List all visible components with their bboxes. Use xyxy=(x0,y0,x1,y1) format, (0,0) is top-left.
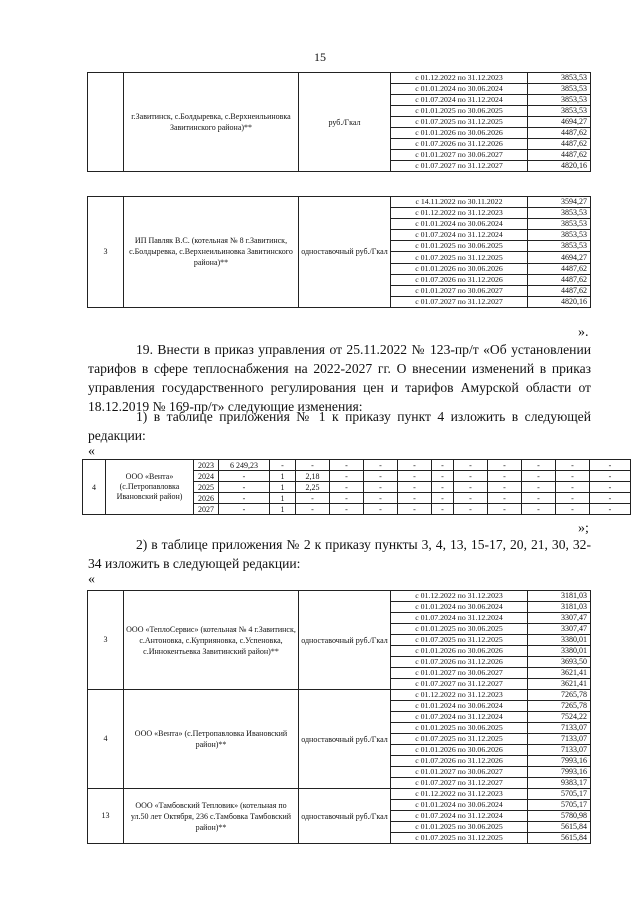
table-row xyxy=(88,690,591,701)
period-cell: с 01.01.2026 по 30.06.2026 xyxy=(391,263,528,274)
closing-quote-2: »; xyxy=(578,521,589,536)
row-number: 13 xyxy=(88,789,124,844)
tariff-value: 7993,16 xyxy=(528,767,591,778)
value-cell: - xyxy=(454,493,488,504)
unit-cell: одноставочный руб./Гкал xyxy=(299,789,391,844)
tariff-value: 3853,53 xyxy=(528,73,591,84)
value-cell: - xyxy=(398,471,432,482)
unit-cell: руб./Гкал xyxy=(299,73,391,172)
tariff-value: 4487,62 xyxy=(528,150,591,161)
period-cell: с 01.07.2027 по 31.12.2027 xyxy=(391,161,528,172)
value-cell: - xyxy=(330,460,364,471)
tariff-value: 4487,62 xyxy=(528,139,591,150)
unit-cell: одноставочный руб./Гкал xyxy=(299,197,391,308)
tariff-value: 4820,16 xyxy=(528,161,591,172)
year-cell: 2023 xyxy=(194,460,219,471)
value-cell: - xyxy=(432,460,454,471)
period-cell: с 01.12.2022 по 31.12.2023 xyxy=(391,690,528,701)
value-cell: - xyxy=(522,471,556,482)
period-cell: с 01.07.2024 по 31.12.2024 xyxy=(391,613,528,624)
value-cell: - xyxy=(432,493,454,504)
period-cell: с 01.01.2024 по 30.06.2024 xyxy=(391,84,528,95)
value-cell: - xyxy=(270,460,296,471)
period-cell: с 01.07.2024 по 31.12.2024 xyxy=(391,811,528,822)
period-cell: с 01.01.2027 по 30.06.2027 xyxy=(391,668,528,679)
value-cell: 1 xyxy=(270,482,296,493)
tariff-value: 4487,62 xyxy=(528,285,591,296)
tariff-value: 3307,47 xyxy=(528,613,591,624)
tariff-value: 7265,78 xyxy=(528,701,591,712)
tariff-value: 7133,07 xyxy=(528,734,591,745)
opening-quote-1: « xyxy=(88,444,95,459)
value-cell: 1 xyxy=(270,504,296,515)
organization-name: ООО «ТеплоСервис» (котельная № 4 г.Завитинск, с.Антоновка, с.Куприяновка, с.Успеновка, с.Иннокентьевка Завитинский район)** xyxy=(124,591,299,690)
tariff-value: 3853,53 xyxy=(528,95,591,106)
period-cell: с 01.07.2026 по 31.12.2026 xyxy=(391,756,528,767)
tariff-value: 4694,27 xyxy=(528,252,591,263)
opening-quote-2: « xyxy=(88,572,95,587)
period-cell: с 01.07.2027 по 31.12.2027 xyxy=(391,296,528,307)
value-cell: - xyxy=(219,504,270,515)
period-cell: с 01.07.2026 по 31.12.2026 xyxy=(391,657,528,668)
tariff-table-pavlyak xyxy=(87,196,591,308)
row-number: 4 xyxy=(83,460,106,515)
value-cell: - xyxy=(398,482,432,493)
period-cell: с 01.07.2024 по 31.12.2024 xyxy=(391,712,528,723)
table-row xyxy=(88,197,591,208)
period-cell: с 01.07.2025 по 31.12.2025 xyxy=(391,833,528,844)
item-1-text: 1) в таблице приложения № 1 к приказу пункт 4 изложить в следующей редакции: xyxy=(88,409,591,443)
tariff-value: 3181,03 xyxy=(528,602,591,613)
period-cell: с 01.01.2025 по 30.06.2025 xyxy=(391,822,528,833)
period-cell: с 01.01.2024 по 30.06.2024 xyxy=(391,602,528,613)
row-number: 4 xyxy=(88,690,124,789)
tariff-value: 3853,53 xyxy=(528,219,591,230)
closing-quote-1: ». xyxy=(578,325,589,340)
tariff-table-continuation xyxy=(87,72,591,172)
value-cell: 2,25 xyxy=(296,482,330,493)
tariff-value: 3181,03 xyxy=(528,591,591,602)
period-cell: с 01.01.2026 по 30.06.2026 xyxy=(391,128,528,139)
tariff-value: 7133,07 xyxy=(528,745,591,756)
tariff-value: 4487,62 xyxy=(528,274,591,285)
value-cell: 1 xyxy=(270,493,296,504)
organization-name: ООО «Вента» (с.Петропавловка Ивановский район)** xyxy=(124,690,299,789)
value-cell: - xyxy=(590,460,631,471)
year-cell: 2026 xyxy=(194,493,219,504)
value-cell: - xyxy=(296,504,330,515)
period-cell: с 01.01.2024 по 30.06.2024 xyxy=(391,219,528,230)
tariff-value: 5780,98 xyxy=(528,811,591,822)
period-cell: с 01.01.2025 по 30.06.2025 xyxy=(391,106,528,117)
value-cell: - xyxy=(488,471,522,482)
tariff-value: 3380,01 xyxy=(528,646,591,657)
value-cell: - xyxy=(219,493,270,504)
table-row xyxy=(83,460,631,471)
tariff-table-appendix-2 xyxy=(87,590,591,844)
tariff-value: 3853,53 xyxy=(528,208,591,219)
organization-name: г.Завитинск, с.Болдыревка, с.Верхнеильиновка Завитинского района)** xyxy=(124,73,299,172)
tariff-value: 3380,01 xyxy=(528,635,591,646)
year-cell: 2025 xyxy=(194,482,219,493)
tariff-value: 7133,07 xyxy=(528,723,591,734)
period-cell: с 01.01.2026 по 30.06.2026 xyxy=(391,745,528,756)
period-cell: с 01.07.2025 по 31.12.2025 xyxy=(391,635,528,646)
value-cell: - xyxy=(556,482,590,493)
period-cell: с 01.01.2026 по 30.06.2026 xyxy=(391,646,528,657)
value-cell: - xyxy=(454,471,488,482)
row-number: 3 xyxy=(88,591,124,690)
period-cell: с 01.07.2027 по 31.12.2027 xyxy=(391,778,528,789)
period-cell: с 01.12.2022 по 31.12.2023 xyxy=(391,789,528,800)
tariff-value: 3853,53 xyxy=(528,84,591,95)
value-cell: - xyxy=(590,493,631,504)
tariff-value: 5615,84 xyxy=(528,833,591,844)
value-cell: - xyxy=(219,471,270,482)
value-cell: - xyxy=(432,482,454,493)
tariff-value: 9383,17 xyxy=(528,778,591,789)
table-row xyxy=(88,591,591,602)
value-cell: - xyxy=(454,482,488,493)
value-cell: 6 249,23 xyxy=(219,460,270,471)
year-cell: 2024 xyxy=(194,471,219,482)
value-cell: - xyxy=(488,504,522,515)
item-2-text: 2) в таблице приложения № 2 к приказу пункты 3, 4, 13, 15-17, 20, 21, 30, 32-34 изложить в следующей редакции: xyxy=(88,537,591,571)
year-cell: 2027 xyxy=(194,504,219,515)
unit-cell: одноставочный руб./Гкал xyxy=(299,591,391,690)
period-cell: с 01.01.2027 по 30.06.2027 xyxy=(391,150,528,161)
value-cell: - xyxy=(296,460,330,471)
value-cell: - xyxy=(398,493,432,504)
period-cell: с 01.01.2027 по 30.06.2027 xyxy=(391,767,528,778)
page-number: 15 xyxy=(314,50,326,64)
value-cell: - xyxy=(330,493,364,504)
value-cell: - xyxy=(398,460,432,471)
value-cell: - xyxy=(522,493,556,504)
tariff-value: 3853,53 xyxy=(528,106,591,117)
paragraph-19: 19. Внести в приказ управления от 25.11.2022 № 123-пр/т «Об установлении тарифов в сфере теплоснабжения на 2022-2027 гг. О внесении изменений в приказ управления государственного регулирования цен и тарифов Амурской области от 18.12.2019 № 169-пр/т» следующие изменения: xyxy=(88,342,591,414)
period-cell: с 01.01.2024 по 30.06.2024 xyxy=(391,800,528,811)
tariff-value: 7993,16 xyxy=(528,756,591,767)
period-cell: с 01.12.2022 по 31.12.2023 xyxy=(391,208,528,219)
period-cell: с 01.01.2024 по 30.06.2024 xyxy=(391,701,528,712)
value-cell: 2,18 xyxy=(296,471,330,482)
value-cell: - xyxy=(219,482,270,493)
period-cell: с 14.11.2022 по 30.11.2022 xyxy=(391,197,528,208)
investment-table-venta xyxy=(82,459,631,515)
tariff-value: 4820,16 xyxy=(528,296,591,307)
period-cell: с 01.01.2027 по 30.06.2027 xyxy=(391,285,528,296)
period-cell: с 01.07.2026 по 31.12.2026 xyxy=(391,139,528,150)
period-cell: с 01.07.2024 по 31.12.2024 xyxy=(391,95,528,106)
tariff-value: 4487,62 xyxy=(528,128,591,139)
value-cell: - xyxy=(364,460,398,471)
period-cell: с 01.01.2025 по 30.06.2025 xyxy=(391,624,528,635)
value-cell: - xyxy=(296,493,330,504)
value-cell: - xyxy=(556,504,590,515)
tariff-value: 3693,50 xyxy=(528,657,591,668)
value-cell: - xyxy=(330,504,364,515)
value-cell: - xyxy=(364,471,398,482)
value-cell: - xyxy=(590,482,631,493)
value-cell: - xyxy=(432,471,454,482)
period-cell: с 01.12.2022 по 31.12.2023 xyxy=(391,73,528,84)
period-cell: с 01.07.2026 по 31.12.2026 xyxy=(391,274,528,285)
period-cell: с 01.12.2022 по 31.12.2023 xyxy=(391,591,528,602)
value-cell: - xyxy=(488,460,522,471)
tariff-value: 3853,53 xyxy=(528,241,591,252)
tariff-value: 4487,62 xyxy=(528,263,591,274)
value-cell: - xyxy=(556,471,590,482)
tariff-value: 7265,78 xyxy=(528,690,591,701)
value-cell: 1 xyxy=(270,471,296,482)
tariff-value: 5705,17 xyxy=(528,789,591,800)
row-number xyxy=(88,73,124,172)
value-cell: - xyxy=(454,504,488,515)
value-cell: - xyxy=(364,493,398,504)
value-cell: - xyxy=(590,471,631,482)
tariff-value: 3594,27 xyxy=(528,197,591,208)
value-cell: - xyxy=(432,504,454,515)
period-cell: с 01.07.2025 по 31.12.2025 xyxy=(391,252,528,263)
value-cell: - xyxy=(488,482,522,493)
table-row xyxy=(88,73,591,84)
tariff-value: 3307,47 xyxy=(528,624,591,635)
table-row xyxy=(88,789,591,800)
value-cell: - xyxy=(364,482,398,493)
tariff-value: 3621,41 xyxy=(528,679,591,690)
period-cell: с 01.07.2025 по 31.12.2025 xyxy=(391,734,528,745)
value-cell: - xyxy=(454,460,488,471)
organization-name: ООО «Вента» (с.Петропавловка Ивановский район) xyxy=(106,460,194,515)
value-cell: - xyxy=(522,460,556,471)
period-cell: с 01.01.2025 по 30.06.2025 xyxy=(391,723,528,734)
row-number: 3 xyxy=(88,197,124,308)
tariff-value: 7524,22 xyxy=(528,712,591,723)
value-cell: - xyxy=(522,482,556,493)
value-cell: - xyxy=(364,504,398,515)
value-cell: - xyxy=(330,482,364,493)
tariff-value: 5615,84 xyxy=(528,822,591,833)
organization-name: ИП Павляк В.С. (котельная № 8 г.Завитинск, с.Болдыревка, с.Верхнеильиновка Завитинского района)** xyxy=(124,197,299,308)
period-cell: с 01.07.2024 по 31.12.2024 xyxy=(391,230,528,241)
unit-cell: одноставочный руб./Гкал xyxy=(299,690,391,789)
value-cell: - xyxy=(590,504,631,515)
value-cell: - xyxy=(556,493,590,504)
value-cell: - xyxy=(556,460,590,471)
tariff-value: 3853,53 xyxy=(528,230,591,241)
value-cell: - xyxy=(522,504,556,515)
period-cell: с 01.07.2027 по 31.12.2027 xyxy=(391,679,528,690)
period-cell: с 01.01.2025 по 30.06.2025 xyxy=(391,241,528,252)
value-cell: - xyxy=(488,493,522,504)
value-cell: - xyxy=(330,471,364,482)
organization-name: ООО «Тамбовский Тепловик» (котельная по ул.50 лет Октября, 236 с.Тамбовка Тамбовский район)** xyxy=(124,789,299,844)
value-cell: - xyxy=(398,504,432,515)
tariff-value: 4694,27 xyxy=(528,117,591,128)
period-cell: с 01.07.2025 по 31.12.2025 xyxy=(391,117,528,128)
tariff-value: 3621,41 xyxy=(528,668,591,679)
tariff-value: 5705,17 xyxy=(528,800,591,811)
